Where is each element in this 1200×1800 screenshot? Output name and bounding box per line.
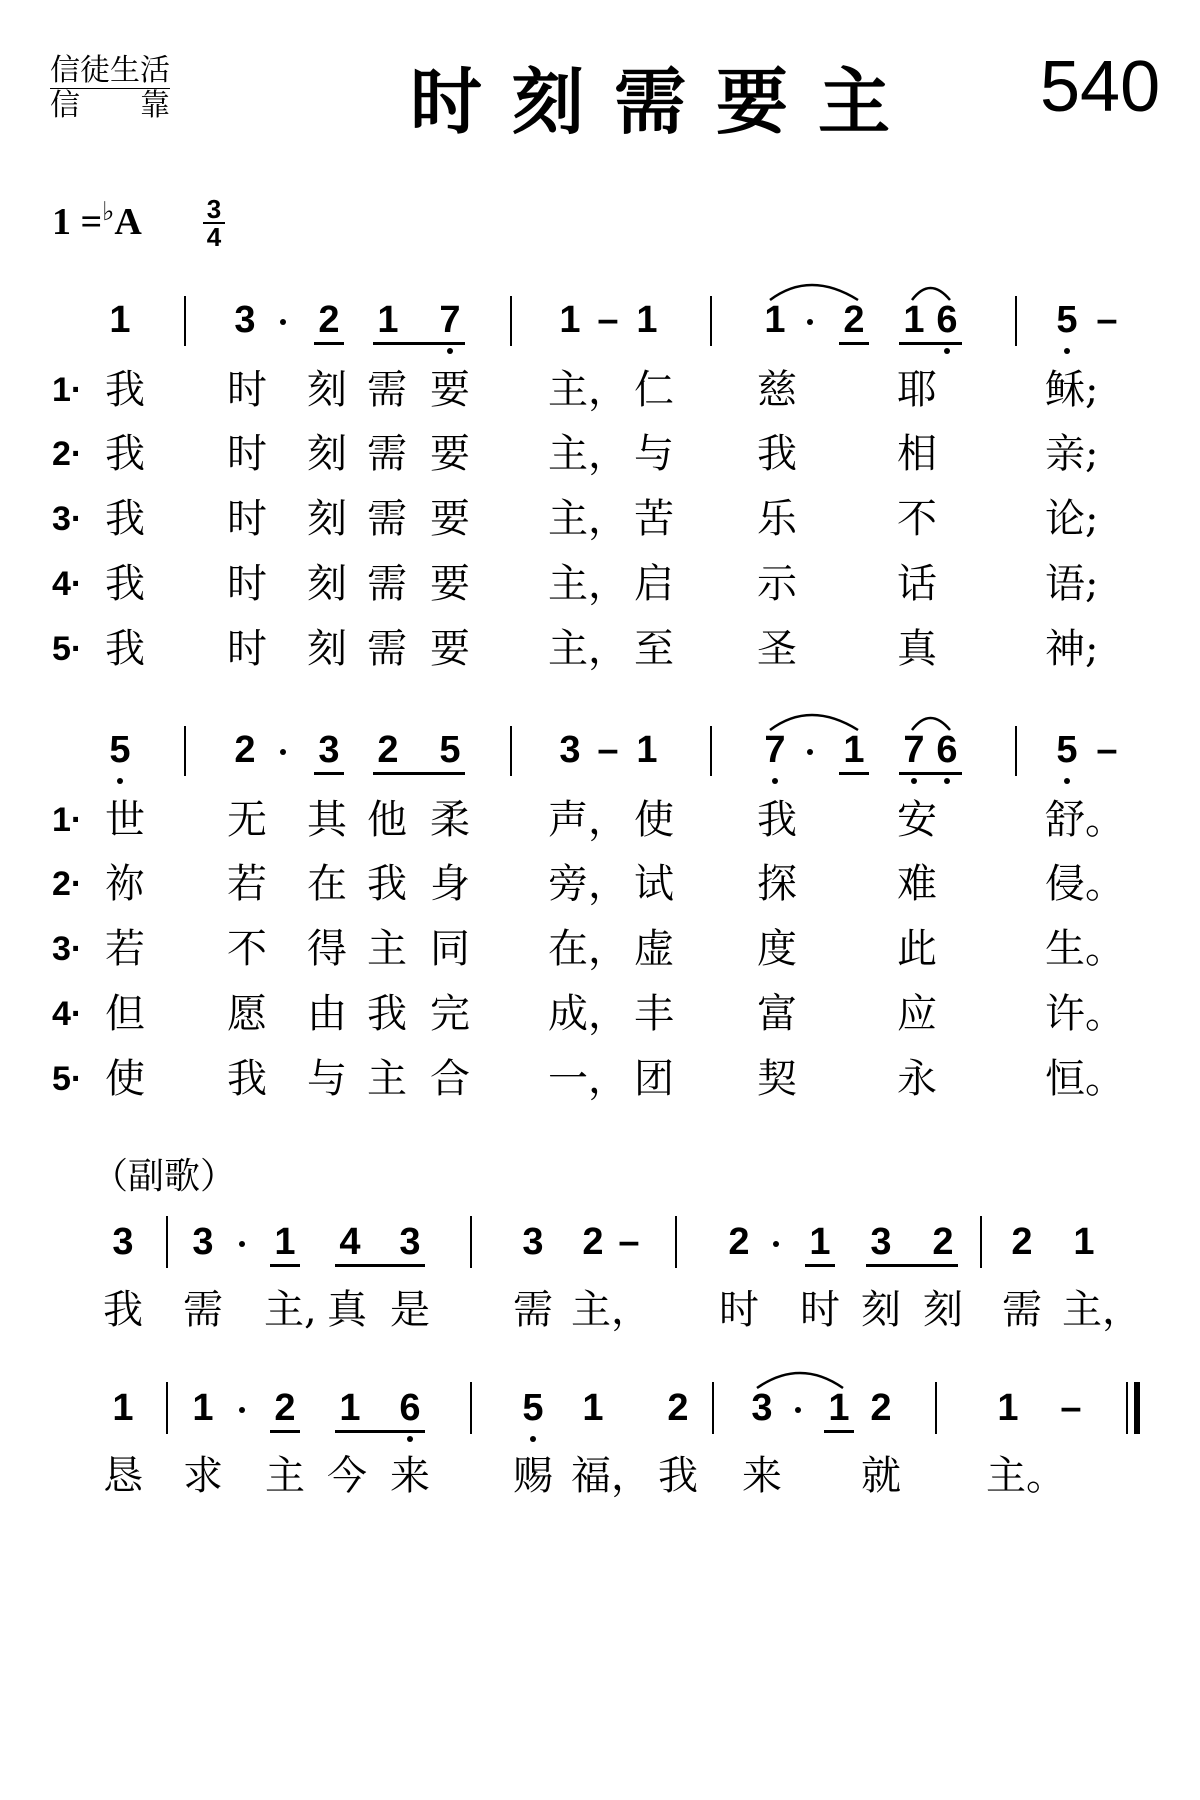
lyric-char: 契	[757, 1056, 797, 1102]
lyric-char: 身	[430, 861, 470, 907]
lyric-char: 声，	[548, 797, 628, 843]
note: 1	[828, 1387, 850, 1429]
key-prefix: 1 =	[52, 201, 103, 243]
verse-number: 1·	[52, 801, 83, 839]
rest-dash: –	[597, 729, 619, 771]
verse-number: 5·	[52, 630, 83, 668]
lyric-char: 需	[367, 561, 407, 607]
lyric-char: 探	[757, 861, 797, 907]
note: 3	[112, 1221, 134, 1263]
lyric-char: 我	[658, 1453, 698, 1499]
lyric-char: 虚	[634, 926, 674, 972]
lyric-char: 要	[430, 626, 470, 672]
lyric-char: 真	[327, 1287, 367, 1333]
note: 3	[751, 1387, 773, 1429]
lyric-char: 在	[307, 861, 347, 907]
lyric-char: 许。	[1045, 991, 1125, 1037]
lyric-char: 苦	[634, 496, 674, 542]
note: 1	[636, 299, 658, 341]
lyric-char: 他	[367, 797, 407, 843]
note: 3	[870, 1221, 892, 1263]
lyric-char: 要	[430, 431, 470, 477]
lyric-char: 不	[227, 926, 267, 972]
lyric-char: 由	[307, 991, 347, 1037]
lyric-char: 合	[430, 1056, 470, 1102]
note: 2	[728, 1221, 750, 1263]
note: 3	[318, 729, 340, 771]
lyric-char: 神;	[1045, 626, 1099, 672]
lyric-char: 此	[897, 926, 937, 972]
note: 3	[192, 1221, 214, 1263]
verse-number: 4·	[52, 565, 83, 603]
lyric-char: 需	[183, 1287, 223, 1333]
lyric-char: 刻	[307, 431, 347, 477]
lyric-char: 主	[367, 926, 407, 972]
slur	[770, 285, 858, 300]
slur	[912, 288, 950, 300]
lyric-char: 论;	[1045, 496, 1099, 542]
lyric-char: 需	[367, 431, 407, 477]
lyric-char: 富	[757, 991, 797, 1037]
lyric-char: 需	[513, 1287, 553, 1333]
verse-number: 2·	[52, 865, 83, 903]
lyric-char: 求	[183, 1453, 223, 1499]
lyric-char: 主，	[548, 367, 628, 413]
lyric-char: 世	[105, 797, 145, 843]
note: 6	[936, 729, 958, 771]
lyric-char: 主,	[264, 1287, 317, 1333]
note: 3	[234, 299, 256, 341]
lyric-char: 就	[861, 1453, 901, 1499]
lyric-char: 主，	[1062, 1287, 1142, 1333]
lyric-char: 时	[227, 367, 267, 413]
lyric-char: 与	[307, 1056, 347, 1102]
note: 2	[377, 729, 399, 771]
lyric-char: 其	[307, 797, 347, 843]
lyric-char: 得	[307, 926, 347, 972]
note: 1	[582, 1387, 604, 1429]
lyric-char: 需	[367, 626, 407, 672]
lyric-char: 刻	[861, 1287, 901, 1333]
lyric-char: 我	[105, 367, 145, 413]
lyric-char: 无	[227, 797, 267, 843]
lyric-char: 愿	[227, 991, 267, 1037]
lyric-char: 慈	[757, 367, 797, 413]
lyric-char: 与	[634, 431, 674, 477]
lyric-char: 乐	[757, 496, 797, 542]
lyric-char: 刻	[307, 626, 347, 672]
note: 1	[274, 1221, 296, 1263]
lyric-char: 主	[265, 1453, 305, 1499]
note: 4	[339, 1221, 361, 1263]
lyric-char: 一，	[548, 1056, 628, 1102]
hymn-number: 540	[1040, 47, 1161, 127]
lyric-char: 主，	[571, 1287, 651, 1333]
lyric-char: 时	[800, 1287, 840, 1333]
lyric-char: 稣;	[1045, 367, 1099, 413]
lyric-char: 成，	[548, 991, 628, 1037]
lyric-char: 我	[103, 1287, 143, 1333]
lyric-char: 若	[227, 861, 267, 907]
lyric-char: 要	[430, 496, 470, 542]
lyric-char: 刻	[307, 496, 347, 542]
note: 5	[522, 1387, 544, 1429]
note: 1	[339, 1387, 361, 1429]
note: 5	[1056, 729, 1078, 771]
lyric-char: 相	[897, 431, 937, 477]
note: 2	[870, 1387, 892, 1429]
lyric-char: 我	[105, 626, 145, 672]
lyric-char: 语;	[1045, 561, 1099, 607]
lyric-char: 启	[634, 561, 674, 607]
lyric-char: 使	[634, 797, 674, 843]
chorus-label: （副歌）	[92, 1156, 237, 1197]
lyric-char: 我	[105, 431, 145, 477]
lyric-char: 度	[757, 926, 797, 972]
rest-dash: –	[618, 1221, 640, 1263]
note: 2	[318, 299, 340, 341]
note: 7	[764, 729, 786, 771]
lyric-char: 应	[897, 991, 937, 1037]
lyric-char: 试	[634, 861, 674, 907]
lyric-char: 需	[1002, 1287, 1042, 1333]
lyric-char: 我	[227, 1056, 267, 1102]
note: 1	[559, 299, 581, 341]
rest-dash: –	[1096, 299, 1118, 341]
verse-number: 5·	[52, 1060, 83, 1098]
note: 1	[109, 299, 131, 341]
verse-number: 1·	[52, 371, 83, 409]
lyric-char: 真	[897, 626, 937, 672]
verse-number: 4·	[52, 995, 83, 1033]
category-top: 信徒生活	[50, 53, 170, 88]
lyric-char: 时	[227, 496, 267, 542]
note: 2	[932, 1221, 954, 1263]
note: 3	[399, 1221, 421, 1263]
lyric-char: 主，	[548, 561, 628, 607]
lyric-char: 难	[897, 861, 937, 907]
lyric-char: 亲;	[1045, 431, 1099, 477]
lyric-char: 今	[327, 1453, 367, 1499]
lyric-char: 永	[897, 1056, 937, 1102]
note: 6	[936, 299, 958, 341]
lyric-char: 在，	[548, 926, 628, 972]
lyric-char: 福，	[571, 1453, 651, 1499]
note: 2	[274, 1387, 296, 1429]
note: 3	[559, 729, 581, 771]
time-signature-bottom: 4	[203, 222, 225, 250]
lyric-char: 舒。	[1045, 797, 1125, 843]
lyric-char: 侵。	[1045, 861, 1125, 907]
note: 7	[903, 729, 925, 771]
note: 7	[439, 299, 461, 341]
category-bottom: 信 靠	[50, 88, 170, 123]
lyric-char: 主。	[986, 1453, 1066, 1499]
lyric-char: 刻	[923, 1287, 963, 1333]
lyric-char: 丰	[634, 991, 674, 1037]
note: 1	[997, 1387, 1019, 1429]
lyric-char: 恳	[103, 1453, 143, 1499]
lyric-char: 主	[367, 1056, 407, 1102]
note: 6	[399, 1387, 421, 1429]
time-signature-top: 3	[206, 194, 222, 224]
lyric-char: 来	[390, 1453, 430, 1499]
lyric-char: 时	[227, 626, 267, 672]
lyric-char: 话	[897, 561, 937, 607]
note: 5	[439, 729, 461, 771]
lyric-char: 时	[227, 561, 267, 607]
lyric-char: 主，	[548, 626, 628, 672]
slur	[770, 715, 858, 730]
lyric-char: 要	[430, 561, 470, 607]
key-letter: A	[114, 201, 142, 243]
lyric-char: 时	[719, 1287, 759, 1333]
lyric-char: 主，	[548, 431, 628, 477]
lyric-char: 安	[897, 797, 937, 843]
lyric-char: 需	[367, 367, 407, 413]
note: 5	[1056, 299, 1078, 341]
verse-number: 3·	[52, 930, 83, 968]
lyric-char: 生。	[1045, 926, 1125, 972]
lyric-char: 但	[105, 991, 145, 1037]
lyric-char: 圣	[757, 626, 797, 672]
lyric-char: 来	[742, 1453, 782, 1499]
lyric-char: 赐	[513, 1453, 553, 1499]
note: 2	[234, 729, 256, 771]
lyric-char: 我	[757, 797, 797, 843]
note: 1	[1073, 1221, 1095, 1263]
lyric-char: 主，	[548, 496, 628, 542]
lyric-char: 耶	[897, 367, 937, 413]
lyric-char: 柔	[430, 797, 470, 843]
note: 1	[764, 299, 786, 341]
note: 1	[809, 1221, 831, 1263]
verse-number: 3·	[52, 500, 83, 538]
rest-dash: –	[1060, 1387, 1082, 1429]
lyric-char: 我	[105, 496, 145, 542]
note: 2	[843, 299, 865, 341]
lyric-char: 需	[367, 496, 407, 542]
lyric-char: 若	[105, 926, 145, 972]
note: 1	[843, 729, 865, 771]
lyric-char: 刻	[307, 561, 347, 607]
note: 2	[582, 1221, 604, 1263]
lyric-char: 我	[757, 431, 797, 477]
lyric-char: 我	[367, 861, 407, 907]
lyric-char: 要	[430, 367, 470, 413]
hymn-title: 时刻需要主	[410, 59, 921, 144]
lyric-char: 我	[367, 991, 407, 1037]
note: 1	[377, 299, 399, 341]
lyric-char: 恒。	[1045, 1056, 1125, 1102]
rest-dash: –	[1096, 729, 1118, 771]
note: 2	[1011, 1221, 1033, 1263]
lyric-char: 示	[757, 561, 797, 607]
lyric-char: 团	[634, 1056, 674, 1102]
lyric-char: 仁	[634, 367, 674, 413]
lyric-char: 时	[227, 431, 267, 477]
lyric-char: 我	[105, 561, 145, 607]
note: 1	[112, 1387, 134, 1429]
note: 5	[109, 729, 131, 771]
note: 2	[667, 1387, 689, 1429]
note: 3	[522, 1221, 544, 1263]
slur	[912, 718, 950, 730]
note: 1	[636, 729, 658, 771]
rest-dash: –	[597, 299, 619, 341]
lyric-char: 同	[430, 926, 470, 972]
lyric-char: 不	[897, 496, 937, 542]
lyric-char: 旁，	[548, 861, 628, 907]
note: 1	[192, 1387, 214, 1429]
lyric-char: 完	[430, 991, 470, 1037]
lyric-char: 是	[390, 1287, 430, 1333]
note: 1	[903, 299, 925, 341]
lyric-char: 祢	[105, 861, 145, 907]
lyric-char: 使	[105, 1056, 145, 1102]
lyric-char: 刻	[307, 367, 347, 413]
flat-sign: ♭	[102, 197, 115, 226]
verse-number: 2·	[52, 435, 83, 473]
slur	[757, 1373, 843, 1388]
lyric-char: 至	[634, 626, 674, 672]
